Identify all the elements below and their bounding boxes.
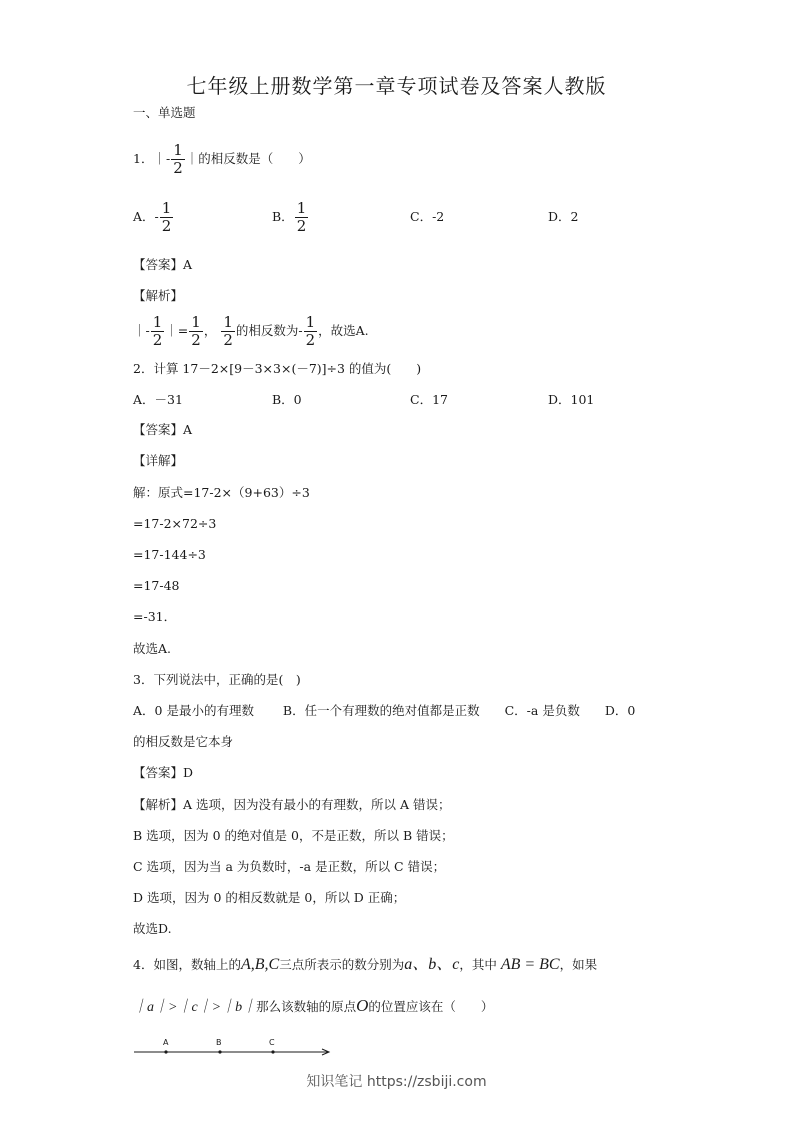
section-heading: 一、单选题 — [133, 105, 196, 120]
point-b — [218, 1050, 221, 1053]
label-c: C — [269, 1038, 275, 1047]
q2-step: =17-48 — [133, 578, 180, 593]
footer-watermark: 知识笔记 https://zsbiji.com — [306, 1074, 487, 1090]
q2-option-c: C．17 — [410, 392, 448, 407]
q3-options-cont: 的相反数是它本身 — [133, 734, 234, 749]
q2-step: =-31． — [133, 609, 177, 624]
question-3-stem: 3．下列说法中，正确的是( ) — [133, 672, 301, 687]
q1-stem-pre: 1．｜- — [133, 151, 171, 166]
point-c — [271, 1050, 274, 1053]
q1-stem-post: ｜的相反数是（ ） — [185, 151, 311, 166]
q1-fraction: $\frac{1}{2}$ — [173, 141, 183, 177]
q1-option-a: A．- $\frac{1}{2}$ — [133, 199, 172, 235]
q3-analysis-line: B 选项，因为 0 的绝对值是 0，不是正数，所以 B 错误； — [133, 828, 454, 843]
q4-vars: a、b、c — [404, 956, 460, 973]
label-b: B — [216, 1038, 222, 1047]
q4-points: A,B,C — [240, 956, 280, 973]
q1-answer: 【答案】A — [133, 257, 193, 272]
q4-equation: AB = BC — [500, 956, 560, 973]
q2-option-d: D．101 — [548, 392, 595, 407]
q1-analysis: ｜- $\frac{1}{2}$ ｜= $\frac{1}{2}$ ， $\frac{1}{2}$ 的相反数为- $\frac{1}{2}$ ，故选A. — [133, 313, 369, 349]
q1-option-c: C．-2 — [410, 209, 445, 224]
point-a — [164, 1050, 167, 1053]
q2-answer: 【答案】A — [133, 422, 193, 437]
q2-option-a: A．－31 — [133, 392, 183, 407]
number-line-figure — [130, 1034, 340, 1064]
question-4-stem-line2: ｜a｜>｜c｜>｜b｜那么该数轴的原点O的位置应该在（ ） — [133, 996, 494, 1015]
q3-analysis-line: C 选项，因为当 a 为负数时，-a 是正数，所以 C 错误； — [133, 859, 446, 874]
q2-detail-label: 【详解】 — [133, 453, 184, 468]
page-title: 七年级上册数学第一章专项试卷及答案人教版 — [186, 74, 607, 98]
q3-analysis-line: D 选项，因为 0 的相反数就是 0，所以 D 正确； — [133, 890, 406, 905]
q2-step: 解：原式=17-2×（9+63）÷3 — [133, 485, 310, 500]
q2-option-b: B．0 — [272, 392, 302, 407]
q1-option-d: D．2 — [548, 209, 579, 224]
question-4-stem: 4．如图，数轴上的A,B,C三点所表示的数分别为a、b、c，其中 AB = BC，如果 — [133, 956, 598, 973]
question-1-stem — [133, 142, 311, 177]
q2-step: =17-144÷3 — [133, 547, 206, 562]
q1-analysis-label: 【解析】 — [133, 288, 184, 303]
label-a: A — [163, 1038, 169, 1047]
q3-analysis-line: 【解析】A 选项，因为没有最小的有理数，所以 A 错误； — [133, 797, 451, 812]
q3-options: A．0 是最小的有理数 B．任一个有理数的绝对值都是正数 C．-a 是负数 D．0 — [133, 703, 636, 718]
q1-option-b: B． $\frac{1}{2}$ — [272, 199, 307, 235]
q3-answer: 【答案】D — [133, 765, 194, 780]
q3-analysis-line: 故选D. — [133, 921, 172, 936]
q4-condition: ｜a｜>｜c｜>｜b｜ — [133, 1000, 257, 1015]
q2-step: 故选A. — [133, 641, 172, 656]
question-2-stem: 2．计算 17－2×[9－3×3×(－7)]÷3 的值为( ) — [133, 361, 422, 376]
q4-origin: O — [356, 996, 369, 1015]
q2-step: =17-2×72÷3 — [133, 516, 217, 531]
